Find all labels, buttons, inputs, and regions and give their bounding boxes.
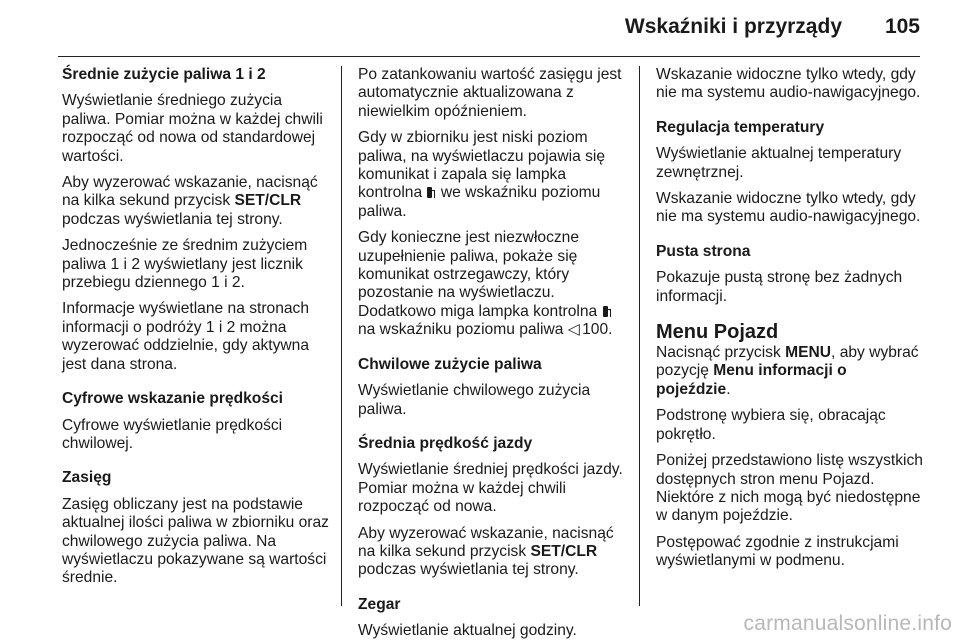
column-2 xyxy=(358,66,626,641)
section-instant-fuel xyxy=(358,356,626,419)
paragraph: Pokazuje pustą stronę bez żadnych informacji. xyxy=(656,269,903,305)
paragraph: Poniżej przedstawiono listę wszystkich dostępnych stron menu Pojazd. Niektóre z nich mogą być niedostępne w danym pojeździe. xyxy=(656,452,923,525)
paragraph: Podstronę wybiera się, obracając pokrętło. xyxy=(656,407,886,443)
section-clock xyxy=(358,596,626,641)
paragraph xyxy=(358,229,626,339)
section-avg-speed xyxy=(358,435,626,580)
section-heading: Chwilowe zużycie paliwa xyxy=(358,355,542,373)
section-heading: Cyfrowe wskazanie prędkości xyxy=(62,390,284,408)
button-name: SET/CLR xyxy=(234,192,302,210)
column-3 xyxy=(656,66,924,571)
section-clock-cont xyxy=(656,66,924,103)
section-blank-page xyxy=(656,243,924,306)
text: podczas wyświetlania tej strony. xyxy=(358,561,579,579)
reference-arrow-icon: ◁ xyxy=(567,321,580,339)
paragraph: Cyfrowe wyświetlanie prędkości chwilowej. xyxy=(62,416,283,452)
column-divider-1 xyxy=(341,66,342,606)
section-heading: Zasięg xyxy=(62,469,112,487)
page-title: Wskaźniki i przyrządy xyxy=(624,15,842,38)
section-heading: Regulacja temperatury xyxy=(656,118,825,136)
paragraph: Po zatankowaniu wartość zasięgu jest automatycznie aktualizowana z niewielkim opóźnieniem. xyxy=(358,66,622,120)
paragraph: Zasięg obliczany jest na podstawie aktualnej ilości paliwa w zbiorniku oraz chwilowego zużycia paliwa. Na wyświetlaczu pokazywane są wartości średnie. xyxy=(62,495,329,587)
column-1 xyxy=(62,66,330,588)
button-name: MENU xyxy=(785,344,832,362)
paragraph: Wyświetlanie średniego zużycia paliwa. Pomiar można w każdej chwili rozpocząć od nowa od standardowej wartości. xyxy=(62,92,323,165)
section-heading: Zegar xyxy=(358,595,401,613)
paragraph: Wyświetlanie chwilowego zużycia paliwa. xyxy=(358,382,591,418)
text: Gdy konieczne jest niezwłoczne uzupełnienie paliwa, pokaże się komunikat ostrzegawczy, który pozostanie na wyświetlaczu. Dodatkowo miga lampka kontrolna xyxy=(358,229,602,320)
paragraph xyxy=(62,174,330,229)
section-temperature xyxy=(656,119,924,227)
paragraph: Wyświetlanie średniej prędkości jazdy. Pomiar można w każdej chwili rozpocząć od nowa. xyxy=(358,461,623,516)
section-main-heading: Menu Pojazd xyxy=(656,321,779,344)
fuel-pump-icon xyxy=(427,187,435,198)
paragraph: Wyświetlanie aktualnej godziny. xyxy=(358,622,577,640)
text: Aby wyzerować wskazanie, nacisnąć na kilka sekund przycisk xyxy=(62,174,318,210)
fuel-pump-icon xyxy=(603,306,611,317)
text: Aby wyzerować wskazanie, nacisnąć na kilka sekund przycisk xyxy=(358,524,614,560)
menu-name: Menu informacji o pojeździe xyxy=(656,362,847,398)
section-heading: Średnie zużycie paliwa 1 i 2 xyxy=(62,66,266,83)
section-range xyxy=(62,469,330,587)
section-heading: Pusta strona xyxy=(656,242,751,260)
paragraph: Informacje wyświetlane na stronach informacji o podróży 1 i 2 można wyzerować oddzielnie, gdy aktywna jest dana strona. xyxy=(62,300,310,373)
section-heading: Średnia prędkość jazdy xyxy=(358,434,533,452)
paragraph xyxy=(358,525,626,580)
text: Nacisnąć przycisk xyxy=(656,344,786,362)
paragraph: Jednocześnie ze średnim zużyciem paliwa 1 i 2 wyświetlany jest licznik przebiegu dziennego 1 i 2. xyxy=(62,237,308,292)
paragraph: Wskazanie widoczne tylko wtedy, gdy nie ma systemu audio-nawigacyjnego. xyxy=(656,66,921,102)
text: . xyxy=(726,380,731,398)
text: Gdy w zbiorniku jest niski poziom paliwa, na wyświetlaczu pojawia się komunikat i zapala się lampka kontrolna xyxy=(358,129,606,202)
paragraph: Wyświetlanie aktualnej temperatury zewnętrznej. xyxy=(656,145,902,181)
section-digital-speed xyxy=(62,390,330,453)
section-range-cont xyxy=(358,66,626,340)
column-divider-2 xyxy=(639,66,640,606)
page-number: 105 xyxy=(884,15,920,38)
paragraph: Postępować zgodnie z instrukcjami wyświetlanymi w podmenu. xyxy=(656,533,899,570)
section-avg-fuel xyxy=(62,66,330,374)
text: we wskaźniku poziomu paliwa. xyxy=(358,184,601,220)
paragraph xyxy=(358,129,626,221)
paragraph: Wskazanie widoczne tylko wtedy, gdy nie ma systemu audio-nawigacyjnego. xyxy=(656,190,921,226)
button-name: SET/CLR xyxy=(530,542,598,560)
page-reference: 100. xyxy=(577,321,613,339)
header-divider xyxy=(58,56,920,57)
section-vehicle-menu xyxy=(656,320,924,570)
text: na wskaźniku poziomu paliwa xyxy=(358,321,568,339)
text: , aby wybrać pozycję xyxy=(656,344,919,380)
text: podczas wyświetlania tej strony. xyxy=(62,210,283,228)
paragraph xyxy=(656,344,924,399)
page-header xyxy=(0,0,960,52)
watermark: carmanualsonline.info xyxy=(743,612,952,635)
